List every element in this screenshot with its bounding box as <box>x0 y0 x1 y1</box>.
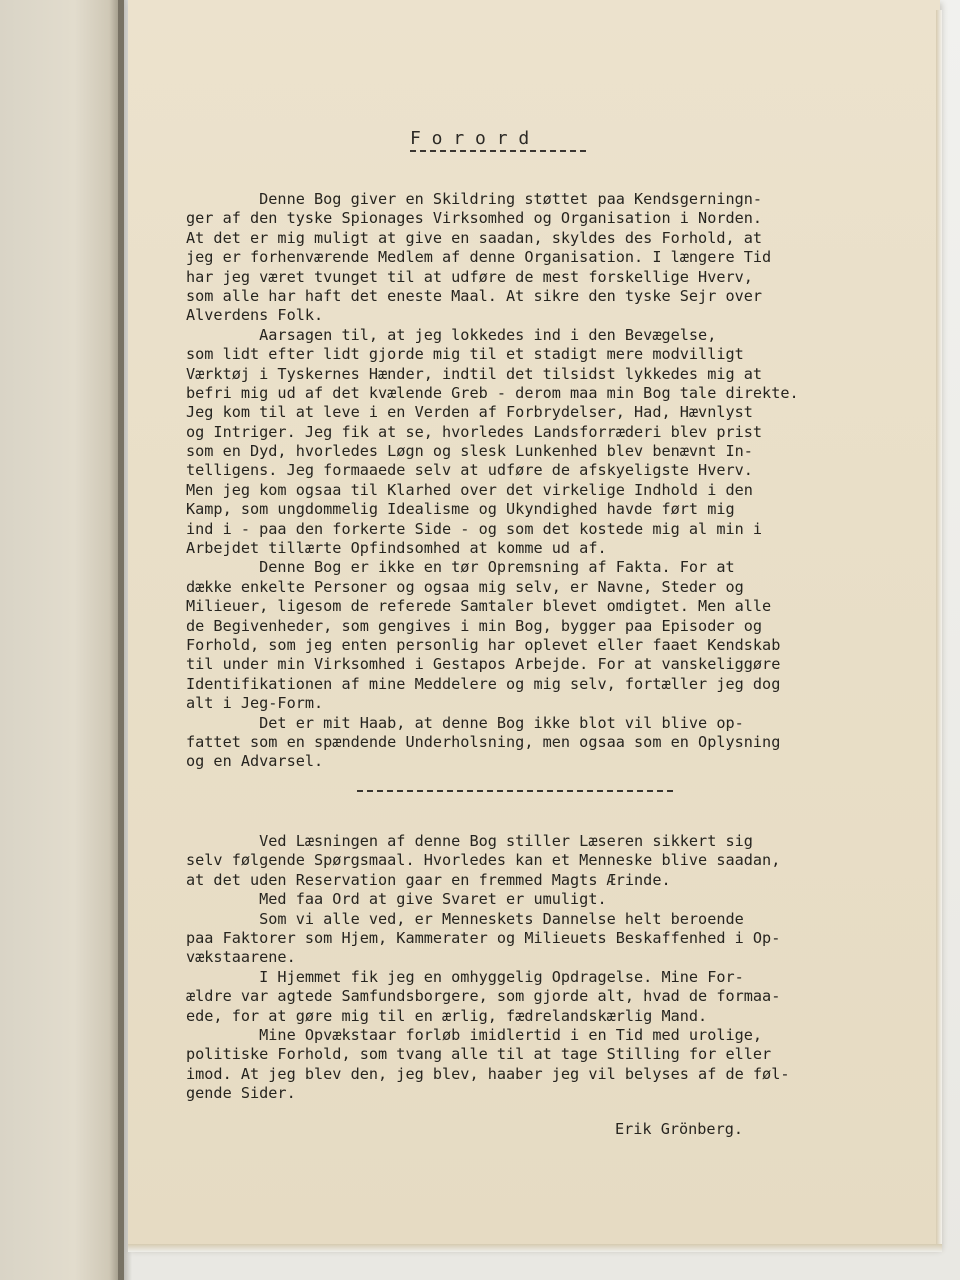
text-line: at det uden Reservation gaar en fremmed Magts Ærinde. <box>186 870 671 889</box>
page-bottom-edge <box>128 1244 942 1252</box>
text-line: Som vi alle ved, er Menneskets Dannelse helt beroende <box>186 909 744 928</box>
text-line: Denne Bog giver en Skildring støttet paa Kendsgerningn- <box>186 190 763 208</box>
text-line: Arbejdet tillærte Opfindsomhed at komme ud af. <box>186 539 607 558</box>
text-line: Identifikationen af mine Meddelere og mig selv, fortæller jeg dog <box>186 674 781 693</box>
text-line: gende Sider. <box>186 1084 296 1103</box>
text-line: Det er mit Haab, at denne Bog ikke blot vil blive op- <box>186 713 744 732</box>
text-line: imod. At jeg blev den, jeg blev, haaber jeg vil belyses af de føl- <box>186 1064 790 1083</box>
text-line: I Hjemmet fik jeg en omhyggelig Opdragelse. Mine For- <box>186 967 744 986</box>
text-line: Jeg kom til at leve i en Verden af Forbrydelser, Had, Hævnlyst <box>186 403 753 422</box>
text-line: Aarsagen til, at jeg lokkedes ind i den Bevægelse, <box>186 325 717 344</box>
text-line: har jeg været tvunget til at udføre de mest forskellige Hverv, <box>186 267 753 286</box>
text-line: alt i Jeg-Form. <box>186 694 324 713</box>
page-edge <box>936 10 942 1250</box>
text-line: Med faa Ord at give Svaret er umuligt. <box>186 890 607 909</box>
text-line: At det er mig muligt at give en saadan, skyldes des Forhold, at <box>186 228 763 247</box>
text-line: ældre var agtede Samfundsborgere, som gjorde alt, hvad de formaa- <box>186 987 781 1006</box>
text-line: ind i - paa den forkerte Side - og som det kostede mig al min i <box>186 519 763 538</box>
text-line: paa Faktorer som Hjem, Kammerater og Milieuets Beskaffenhed i Op- <box>186 928 781 947</box>
text-line: Kamp, som ungdommelig Idealisme og Ukyndighed havde ført mig <box>186 500 735 519</box>
text-line: Denne Bog er ikke en tør Opremsning af Fakta. For at <box>186 558 735 577</box>
text-line: som lidt efter lidt gjorde mig til et stadigt mere modvilligt <box>186 345 744 364</box>
text-line: vækstaarene. <box>186 948 296 967</box>
text-line: befri mig ud af det kvælende Greb - derom maa min Bog tale direkte. <box>186 383 799 402</box>
text-line: selv følgende Spørgsmaal. Hvorledes kan et Menneske blive saadan, <box>186 851 781 870</box>
text-line: ger af den tyske Spionages Virksomhed og Organisation i Norden. <box>186 209 763 228</box>
text-line: de Begivenheder, som gengives i min Bog, bygger paa Episoder og <box>186 616 763 635</box>
text-line: Milieuer, ligesom de referede Samtaler blevet omdigtet. Men alle <box>186 597 772 616</box>
text-line: dække enkelte Personer og ogsaa mig selv, er Navne, Steder og <box>186 577 744 596</box>
text-line: Men jeg kom ogsaa til Klarhed over det virkelige Indhold i den <box>186 480 753 499</box>
text-line: telligens. Jeg formaaede selv at udføre de afskyeligste Hverv. <box>186 461 753 480</box>
section-separator <box>357 790 673 792</box>
text-line: og Intriger. Jeg fik at se, hvorledes Landsforræderi blev prist <box>186 422 763 441</box>
text-line: Mine Opvækstaar forløb imidlertid i en Tid med urolige, <box>186 1025 763 1044</box>
text-line: til under min Virksomhed i Gestapos Arbejde. For at vanskeliggøre <box>186 655 781 674</box>
text-line: og en Advarsel. <box>186 752 324 771</box>
text-line: Alverdens Folk. <box>186 306 324 325</box>
text-line: politiske Forhold, som tvang alle til at tage Stilling for eller <box>186 1045 772 1064</box>
left-page <box>0 0 124 1280</box>
text-line: Ved Læsningen af denne Bog stiller Læseren sikkert sig <box>186 832 753 850</box>
page-title: F o r o r d <box>410 128 530 149</box>
text-line: som en Dyd, hvorledes Løgn og slesk Lunkenhed blev benævnt In- <box>186 442 753 461</box>
foreword-section-2 <box>186 832 906 1103</box>
author-signature: Erik Grönberg. <box>615 1120 744 1138</box>
text-line: jeg er forhenværende Medlem af denne Organisation. I længere Tid <box>186 248 772 267</box>
title-underline <box>410 150 586 152</box>
text-line: Forhold, som jeg enten personlig har oplevet eller faaet Kendskab <box>186 635 781 654</box>
text-line: Værktøj i Tyskernes Hænder, indtil det tilsidst lykkedes mig at <box>186 364 763 383</box>
text-line: fattet som en spændende Underholsning, men ogsaa som en Oplysning <box>186 732 781 751</box>
foreword-section-1 <box>186 190 906 772</box>
text-line: ede, for at gøre mig til en ærlig, fædrelandskærlig Mand. <box>186 1006 708 1025</box>
text-line: som alle har haft det eneste Maal. At sikre den tyske Sejr over <box>186 286 763 305</box>
